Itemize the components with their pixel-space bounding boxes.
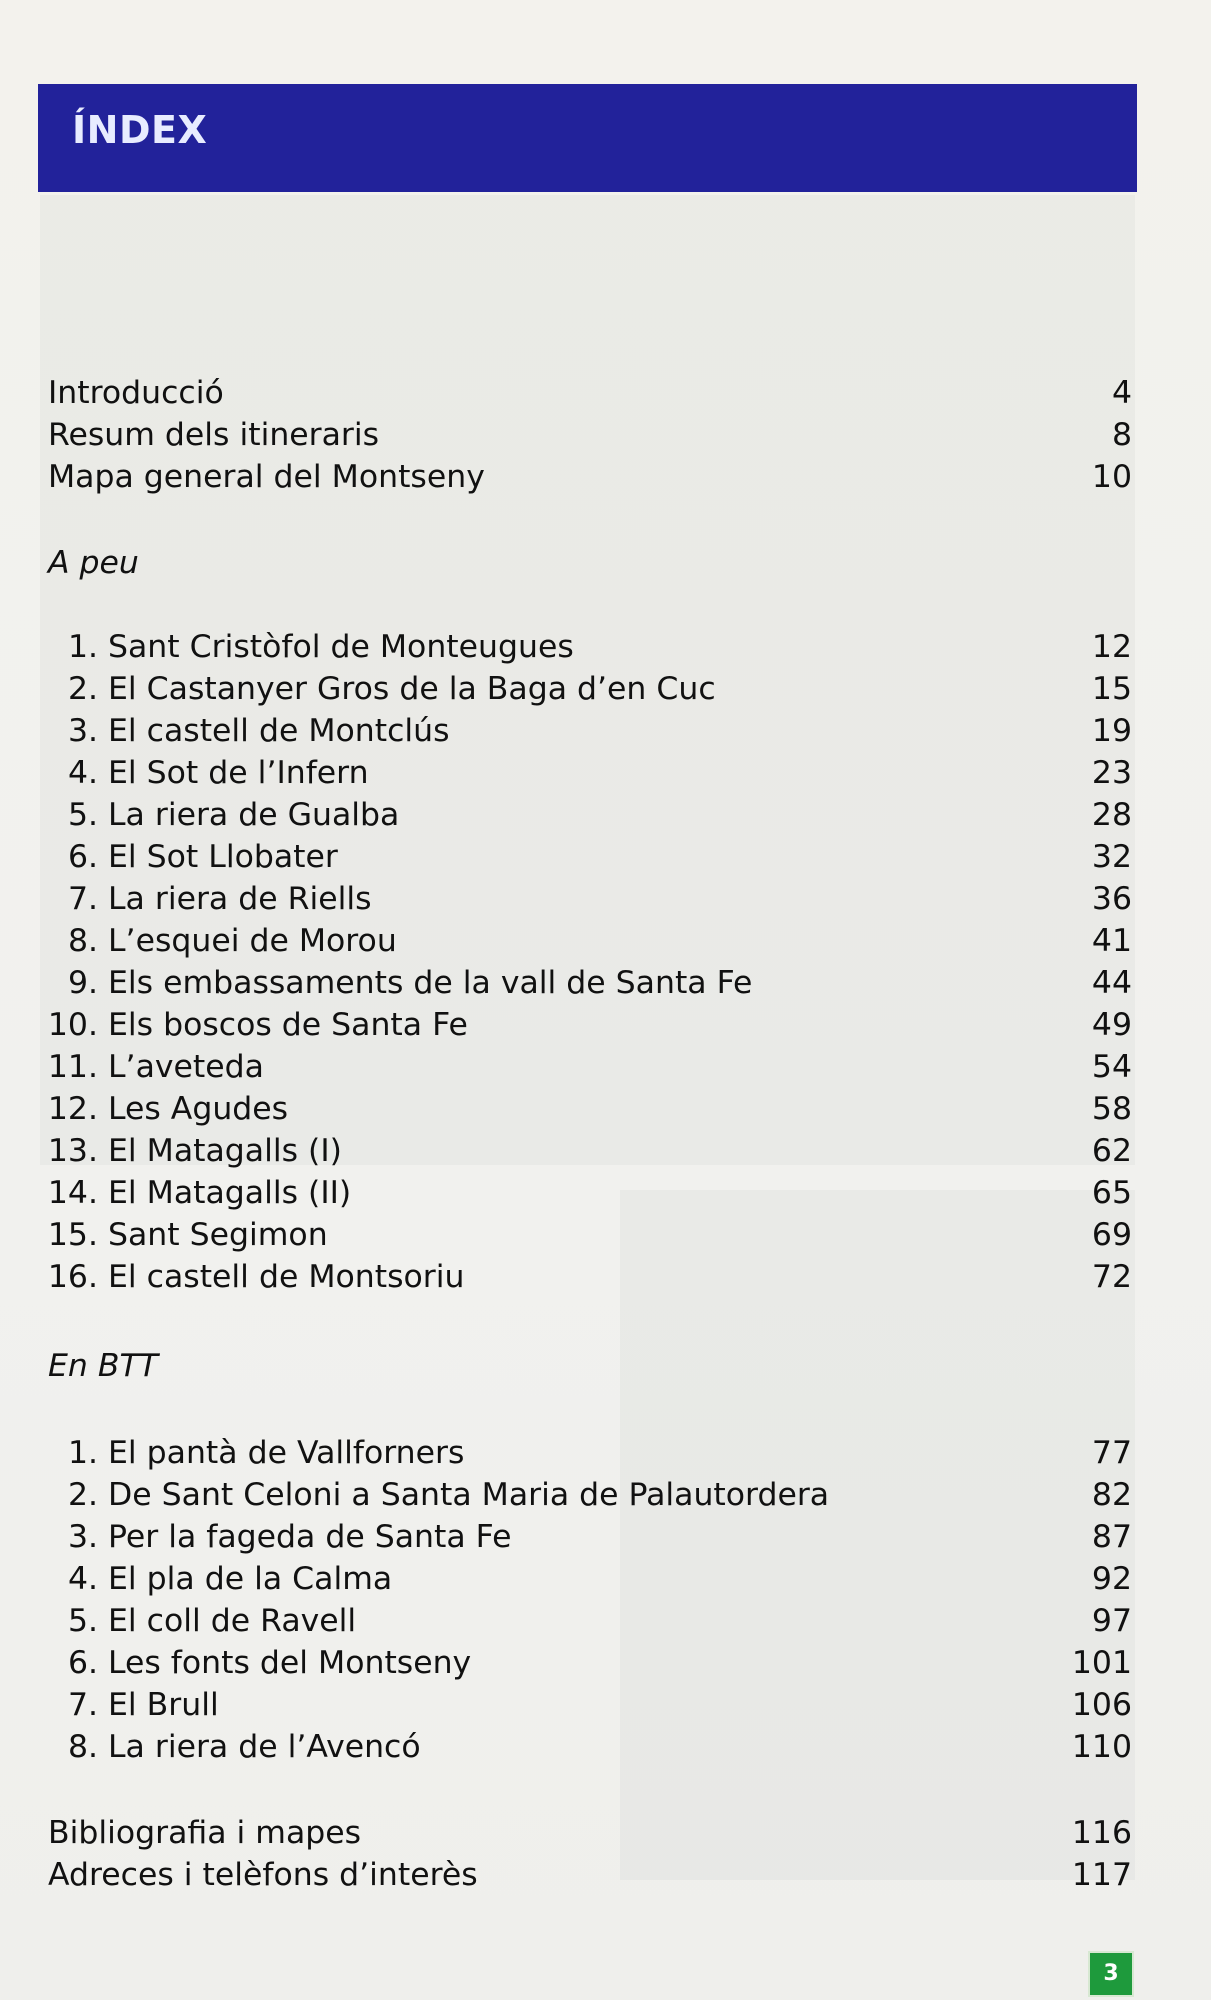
toc-entry-page: 44 xyxy=(1091,965,1132,1001)
toc-entry-title: Les fonts del Montseny xyxy=(108,1645,472,1681)
toc-entry[interactable] xyxy=(0,878,1211,920)
toc-entry-number: 2. xyxy=(67,1477,98,1513)
toc-entry-number: 11. xyxy=(47,1049,98,1085)
toc-entry[interactable] xyxy=(0,1684,1211,1726)
toc-entry-page: 54 xyxy=(1091,1049,1132,1085)
toc-entry-title: De Sant Celoni a Santa Maria de Palautordera xyxy=(108,1477,830,1513)
toc-entry[interactable] xyxy=(0,626,1211,668)
section-heading-a-peu: A peu xyxy=(48,545,139,581)
toc-entry-number: 1. xyxy=(67,629,98,665)
toc-entry-page: 117 xyxy=(1071,1857,1132,1893)
toc-entry-page: 23 xyxy=(1091,755,1132,791)
toc-entry[interactable] xyxy=(0,1172,1211,1214)
toc-entry-number: 7. xyxy=(67,881,98,917)
toc-entry-page: 8 xyxy=(1111,417,1132,453)
toc-entry[interactable] xyxy=(0,1432,1211,1474)
toc-entry-title: El Sot Llobater xyxy=(108,839,338,875)
toc-entry-page: 32 xyxy=(1091,839,1132,875)
toc-entry[interactable] xyxy=(0,1256,1211,1298)
toc-entry-title: El castell de Montclús xyxy=(108,713,450,749)
toc-entry-number: 12. xyxy=(47,1091,98,1127)
toc-entry[interactable] xyxy=(0,1130,1211,1172)
toc-entry-title: El Brull xyxy=(108,1687,219,1723)
toc-entry[interactable] xyxy=(0,1600,1211,1642)
toc-entry-page: 62 xyxy=(1091,1133,1132,1169)
toc-entry[interactable] xyxy=(0,1046,1211,1088)
toc-entry-title: Resum dels itineraris xyxy=(48,417,380,453)
toc-entry-title: Bibliografia i mapes xyxy=(48,1815,362,1851)
toc-entry-page: 41 xyxy=(1091,923,1132,959)
toc-entry-page: 106 xyxy=(1071,1687,1132,1723)
toc-entry-title: Mapa general del Montseny xyxy=(48,459,485,495)
toc-entry[interactable] xyxy=(0,1088,1211,1130)
toc-entry[interactable] xyxy=(0,456,1211,498)
toc-entry-number: 1. xyxy=(67,1435,98,1471)
toc-entry-page: 82 xyxy=(1091,1477,1132,1513)
toc-entry-title: El Matagalls (II) xyxy=(108,1175,352,1211)
toc-entry[interactable] xyxy=(0,1812,1211,1854)
toc-entry[interactable] xyxy=(0,1854,1211,1896)
toc-entry[interactable] xyxy=(0,1214,1211,1256)
toc-entry-number: 6. xyxy=(67,839,98,875)
toc-entry-title: Per la fageda de Santa Fe xyxy=(108,1519,512,1555)
toc-entry-title: Sant Segimon xyxy=(108,1217,328,1253)
toc-entry-title: El Matagalls (I) xyxy=(108,1133,342,1169)
toc-entry-page: 49 xyxy=(1091,1007,1132,1043)
toc-entry[interactable] xyxy=(0,1558,1211,1600)
toc-entry[interactable] xyxy=(0,920,1211,962)
toc-entry-page: 10 xyxy=(1091,459,1132,495)
toc-entry-page: 92 xyxy=(1091,1561,1132,1597)
toc-entry[interactable] xyxy=(0,794,1211,836)
page-number-badge xyxy=(1088,1951,1134,1997)
index-header xyxy=(38,84,1137,192)
toc-entry[interactable] xyxy=(0,962,1211,1004)
toc-entry-page: 15 xyxy=(1091,671,1132,707)
toc-entry-title: Els boscos de Santa Fe xyxy=(108,1007,468,1043)
toc-entry-title: Sant Cristòfol de Monteugues xyxy=(108,629,574,665)
toc-entry-title: L’aveteda xyxy=(108,1049,264,1085)
toc-entry[interactable] xyxy=(0,372,1211,414)
toc-entry-number: 13. xyxy=(47,1133,98,1169)
toc-entry-title: L’esquei de Morou xyxy=(108,923,397,959)
toc-entry-title: Els embassaments de la vall de Santa Fe xyxy=(108,965,753,1001)
toc-entry-title: Les Agudes xyxy=(108,1091,289,1127)
toc-entry[interactable] xyxy=(0,414,1211,456)
toc-entry-number: 16. xyxy=(47,1259,98,1295)
toc-entry-number: 6. xyxy=(67,1645,98,1681)
toc-entry-page: 77 xyxy=(1091,1435,1132,1471)
toc-entry-number: 4. xyxy=(67,1561,98,1597)
toc-entry[interactable] xyxy=(0,752,1211,794)
toc-entry-page: 87 xyxy=(1091,1519,1132,1555)
toc-entry-number: 4. xyxy=(67,755,98,791)
toc-entry[interactable] xyxy=(0,668,1211,710)
toc-entry-title: El Sot de l’Infern xyxy=(108,755,369,791)
toc-entry-number: 8. xyxy=(67,923,98,959)
page-number: 3 xyxy=(1103,1961,1119,1986)
toc-entry-number: 14. xyxy=(47,1175,98,1211)
toc-entry-title: La riera de Riells xyxy=(108,881,372,917)
toc-entry-page: 116 xyxy=(1071,1815,1132,1851)
toc-entry-page: 58 xyxy=(1091,1091,1132,1127)
toc-entry-page: 72 xyxy=(1091,1259,1132,1295)
toc-entry-number: 10. xyxy=(47,1007,98,1043)
toc-entry-page: 101 xyxy=(1071,1645,1132,1681)
toc-entry-number: 15. xyxy=(47,1217,98,1253)
toc-entry-number: 7. xyxy=(67,1687,98,1723)
toc-entry-number: 8. xyxy=(67,1729,98,1765)
toc-entry-title: Adreces i telèfons d’interès xyxy=(48,1857,478,1893)
toc-entry-number: 9. xyxy=(67,965,98,1001)
toc-entry-title: El Castanyer Gros de la Baga d’en Cuc xyxy=(108,671,716,707)
toc-entry-page: 69 xyxy=(1091,1217,1132,1253)
toc-entry-title: El pantà de Vallforners xyxy=(108,1435,465,1471)
toc-entry-title: El castell de Montsoriu xyxy=(108,1259,465,1295)
toc-entry-number: 5. xyxy=(67,797,98,833)
toc-entry[interactable] xyxy=(0,1474,1211,1516)
toc-entry-title: Introducció xyxy=(48,375,224,411)
toc-entry[interactable] xyxy=(0,1642,1211,1684)
page-title: ÍNDEX xyxy=(72,108,208,152)
toc-entry-page: 28 xyxy=(1091,797,1132,833)
toc-entry-page: 65 xyxy=(1091,1175,1132,1211)
toc-entry-page: 12 xyxy=(1091,629,1132,665)
toc-entry[interactable] xyxy=(0,1516,1211,1558)
toc-entry-title: El pla de la Calma xyxy=(108,1561,393,1597)
toc-entry[interactable] xyxy=(0,710,1211,752)
toc-entry-page: 19 xyxy=(1091,713,1132,749)
toc-entry-page: 36 xyxy=(1091,881,1132,917)
toc-entry[interactable] xyxy=(0,836,1211,878)
toc-entry-page: 97 xyxy=(1091,1603,1132,1639)
toc-entry-number: 3. xyxy=(67,713,98,749)
toc-entry-page: 110 xyxy=(1071,1729,1132,1765)
toc-entry[interactable] xyxy=(0,1726,1211,1768)
toc-entry[interactable] xyxy=(0,1004,1211,1046)
section-heading-btt: En BTT xyxy=(48,1348,158,1384)
toc-entry-title: La riera de l’Avencó xyxy=(108,1729,421,1765)
toc-entry-number: 5. xyxy=(67,1603,98,1639)
toc-entry-number: 2. xyxy=(67,671,98,707)
toc-entry-page: 4 xyxy=(1111,375,1132,411)
toc-entry-title: La riera de Gualba xyxy=(108,797,400,833)
toc-entry-number: 3. xyxy=(67,1519,98,1555)
toc-entry-title: El coll de Ravell xyxy=(108,1603,357,1639)
